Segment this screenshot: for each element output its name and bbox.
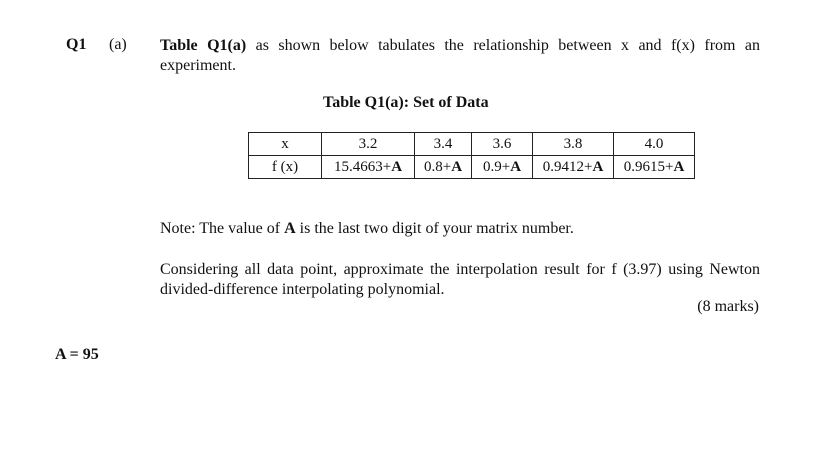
- question-part: (a): [109, 36, 127, 53]
- table-reference: Table Q1(a): [160, 37, 247, 54]
- a-value: A = 95: [55, 346, 99, 363]
- question-number: Q1: [66, 36, 87, 53]
- fx-cell: 0.9615+A: [614, 156, 695, 179]
- fx-header: f (x): [249, 156, 322, 179]
- intro-text: as shown below tabulates the relationship between x and f(x) from an experiment.: [160, 37, 760, 74]
- fx-cell: 0.8+A: [415, 156, 472, 179]
- note: Note: The value of A is the last two digit of your matrix number.: [160, 220, 574, 237]
- marks-label: (8 marks): [697, 298, 759, 315]
- x-cell: 4.0: [614, 133, 695, 156]
- note-variable: A: [284, 220, 296, 237]
- instruction-text: Considering all data point, approximate the interpolation result for f (3.97) using Newton divided-difference interpolating polynomial.: [160, 261, 760, 298]
- table-caption: Table Q1(a): Set of Data: [323, 94, 489, 111]
- fx-cell: 0.9+A: [472, 156, 533, 179]
- x-row: [249, 133, 695, 156]
- question-intro: [160, 36, 760, 76]
- x-cell: 3.2: [322, 133, 415, 156]
- data-table: [248, 132, 695, 179]
- fx-row: [249, 156, 695, 179]
- x-cell: 3.4: [415, 133, 472, 156]
- x-header: x: [249, 133, 322, 156]
- fx-cell: 0.9412+A: [533, 156, 614, 179]
- x-cell: 3.8: [533, 133, 614, 156]
- x-cell: 3.6: [472, 133, 533, 156]
- fx-cell: 15.4663+A: [322, 156, 415, 179]
